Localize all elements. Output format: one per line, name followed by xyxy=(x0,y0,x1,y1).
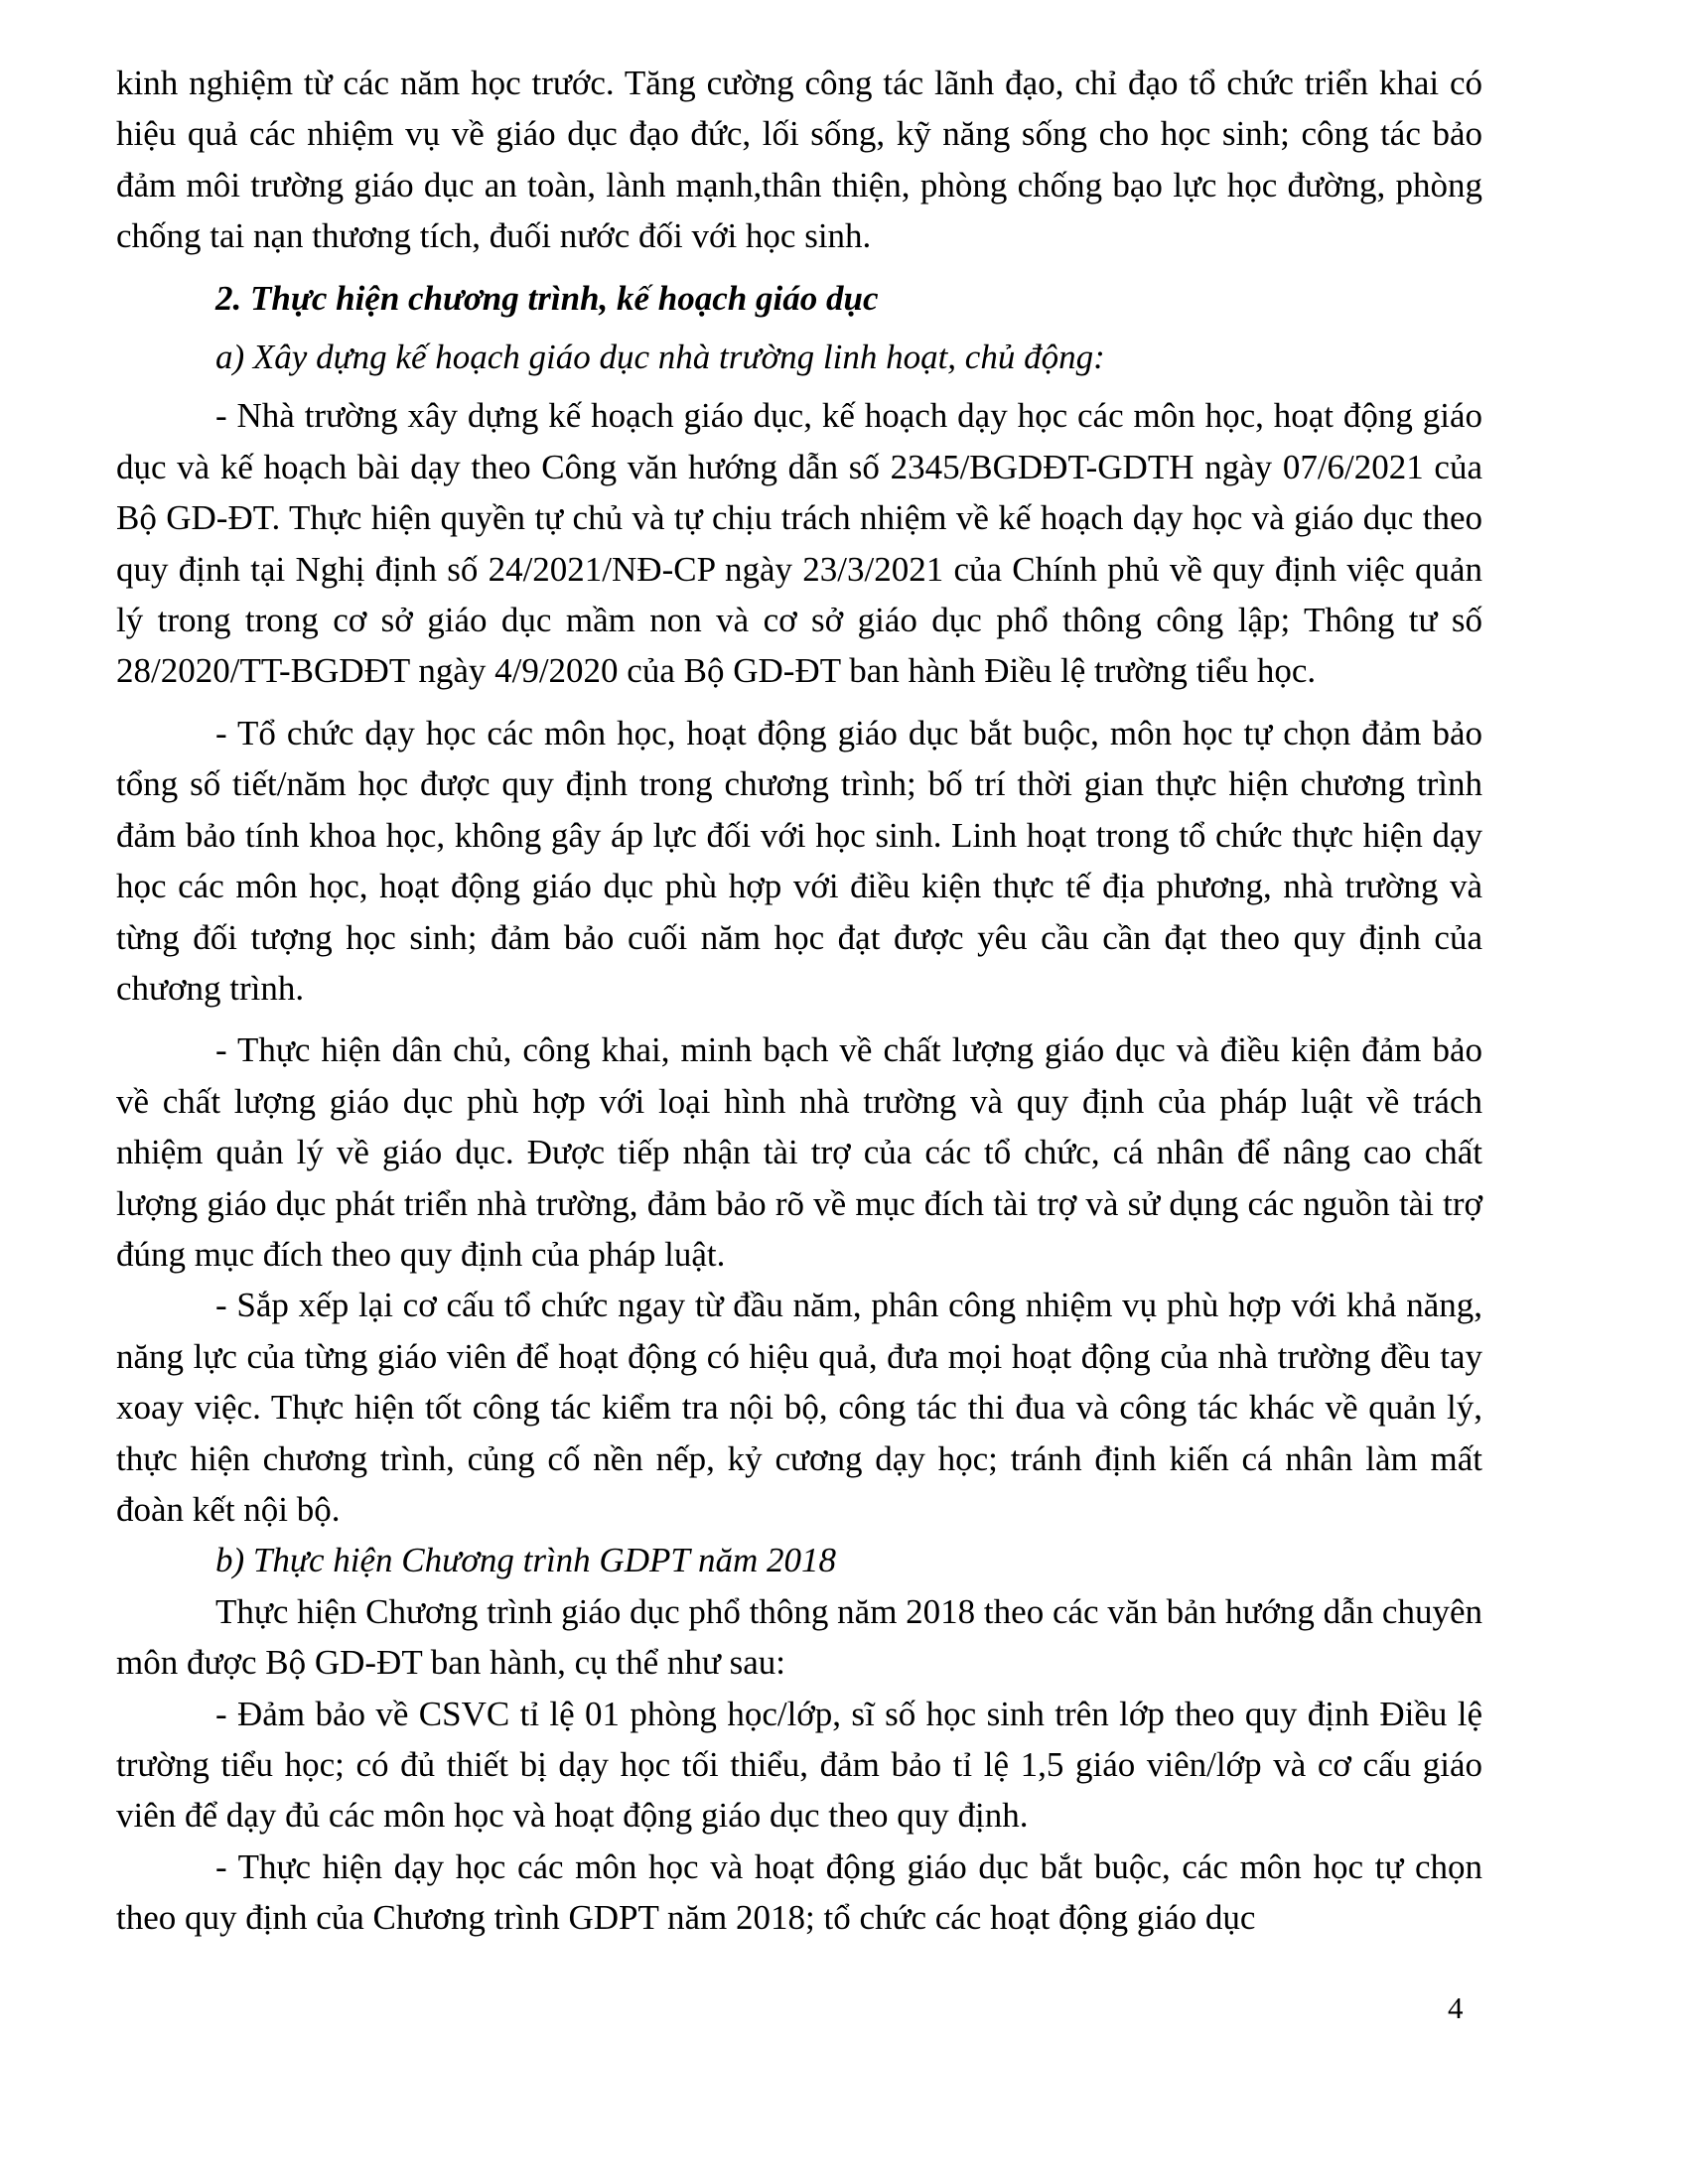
paragraph-structure: - Sắp xếp lại cơ cấu tổ chức ngay từ đầu năm, phân công nhiệm vụ phù hợp với khả năng, năng lực của từng giáo viên để hoạt động có hiệu quả, đưa mọi hoạt động của nhà trường đều tay xoay việc. Thực hiện tốt công tác kiểm tra nội bộ, công tác thi đua và công tác khác về quản lý, thực hiện chương trình, củng cố nền nếp, kỷ cương dạy học; tránh định kiến cá nhân làm mất đoàn kết nội bộ. xyxy=(116,1286,1482,1529)
subsection-heading-a: a) Xây dựng kế hoạch giáo dục nhà trường linh hoạt, chủ động: xyxy=(215,338,1105,377)
paragraph-subjects: - Thực hiện dạy học các môn học và hoạt động giáo dục bắt buộc, các môn học tự chọn theo quy định của Chương trình GDPT năm 2018; tổ chức các hoạt động giáo dục xyxy=(116,1846,1482,1938)
paragraph-teaching-organization: - Tổ chức dạy học các môn học, hoạt động giáo dục bắt buộc, môn học tự chọn đảm bảo tổng số tiết/năm học được quy định trong chương trình; bố trí thời gian thực hiện chương trình đảm bảo tính khoa học, không gây áp lực đối với học sinh. Linh hoạt trong tổ chức thực hiện dạy học các môn học, hoạt động giáo dục phù hợp với điều kiện thực tế địa phương, nhà trường và từng đối tượng học sinh; đảm bảo cuối năm học đạt được yêu cầu cần đạt theo quy định của chương trình. xyxy=(116,713,1482,1008)
paragraph-facilities: - Đảm bảo về CSVC tỉ lệ 01 phòng học/lớp, sĩ số học sinh trên lớp theo quy định Điều lệ trường tiểu học; có đủ thiết bị dạy học tối thiểu, đảm bảo tỉ lệ 1,5 giáo viên/lớp và cơ cấu giáo viên để dạy đủ các môn học và hoạt động giáo dục theo quy định. xyxy=(116,1694,1482,1836)
body-text xyxy=(116,58,1482,1944)
paragraph-continuation: kinh nghiệm từ các năm học trước. Tăng cường công tác lãnh đạo, chỉ đạo tổ chức triển khai có hiệu quả các nhiệm vụ về giáo dục đạo đức, lối sống, kỹ năng sống cho học sinh; công tác bảo đảm môi trường giáo dục an toàn, lành mạnh,thân thiện, phòng chống bạo lực học đường, phòng chống tai nạn thương tích, đuối nước đối với học sinh. xyxy=(116,64,1482,256)
subsection-heading-b: b) Thực hiện Chương trình GDPT năm 2018 xyxy=(215,1541,836,1580)
paragraph-education-plan: - Nhà trường xây dựng kế hoạch giáo dục, kế hoạch dạy học các môn học, hoạt động giáo dục và kế hoạch bài dạy theo Công văn hướng dẫn số 2345/BGDĐT-GDTH ngày 07/6/2021 của Bộ GD-ĐT. Thực hiện quyền tự chủ và tự chịu trách nhiệm về kế hoạch dạy học và giáo dục theo quy định tại Nghị định số 24/2021/NĐ-CP ngày 23/3/2021 của Chính phủ về quy định việc quản lý trong trong cơ sở giáo dục mầm non và cơ sở giáo dục phổ thông công lập; Thông tư số 28/2020/TT-BGDĐT ngày 4/9/2020 của Bộ GD-ĐT ban hành Điều lệ trường tiểu học. xyxy=(116,396,1482,691)
paragraph-gdpt-intro: Thực hiện Chương trình giáo dục phổ thông năm 2018 theo các văn bản hướng dẫn chuyên môn được Bộ GD-ĐT ban hành, cụ thể như sau: xyxy=(116,1591,1482,1683)
page-number: 4 xyxy=(1448,1990,1464,2025)
paragraph-transparency: - Thực hiện dân chủ, công khai, minh bạch về chất lượng giáo dục và điều kiện đảm bảo về chất lượng giáo dục phù hợp với loại hình nhà trường và quy định của pháp luật về trách nhiệm quản lý về giáo dục. Được tiếp nhận tài trợ của các tổ chức, cá nhân để nâng cao chất lượng giáo dục phát triển nhà trường, đảm bảo rõ về mục đích tài trợ và sử dụng các nguồn tài trợ đúng mục đích theo quy định của pháp luật. xyxy=(116,1030,1482,1274)
section-heading: 2. Thực hiện chương trình, kế hoạch giáo dục xyxy=(215,278,879,318)
